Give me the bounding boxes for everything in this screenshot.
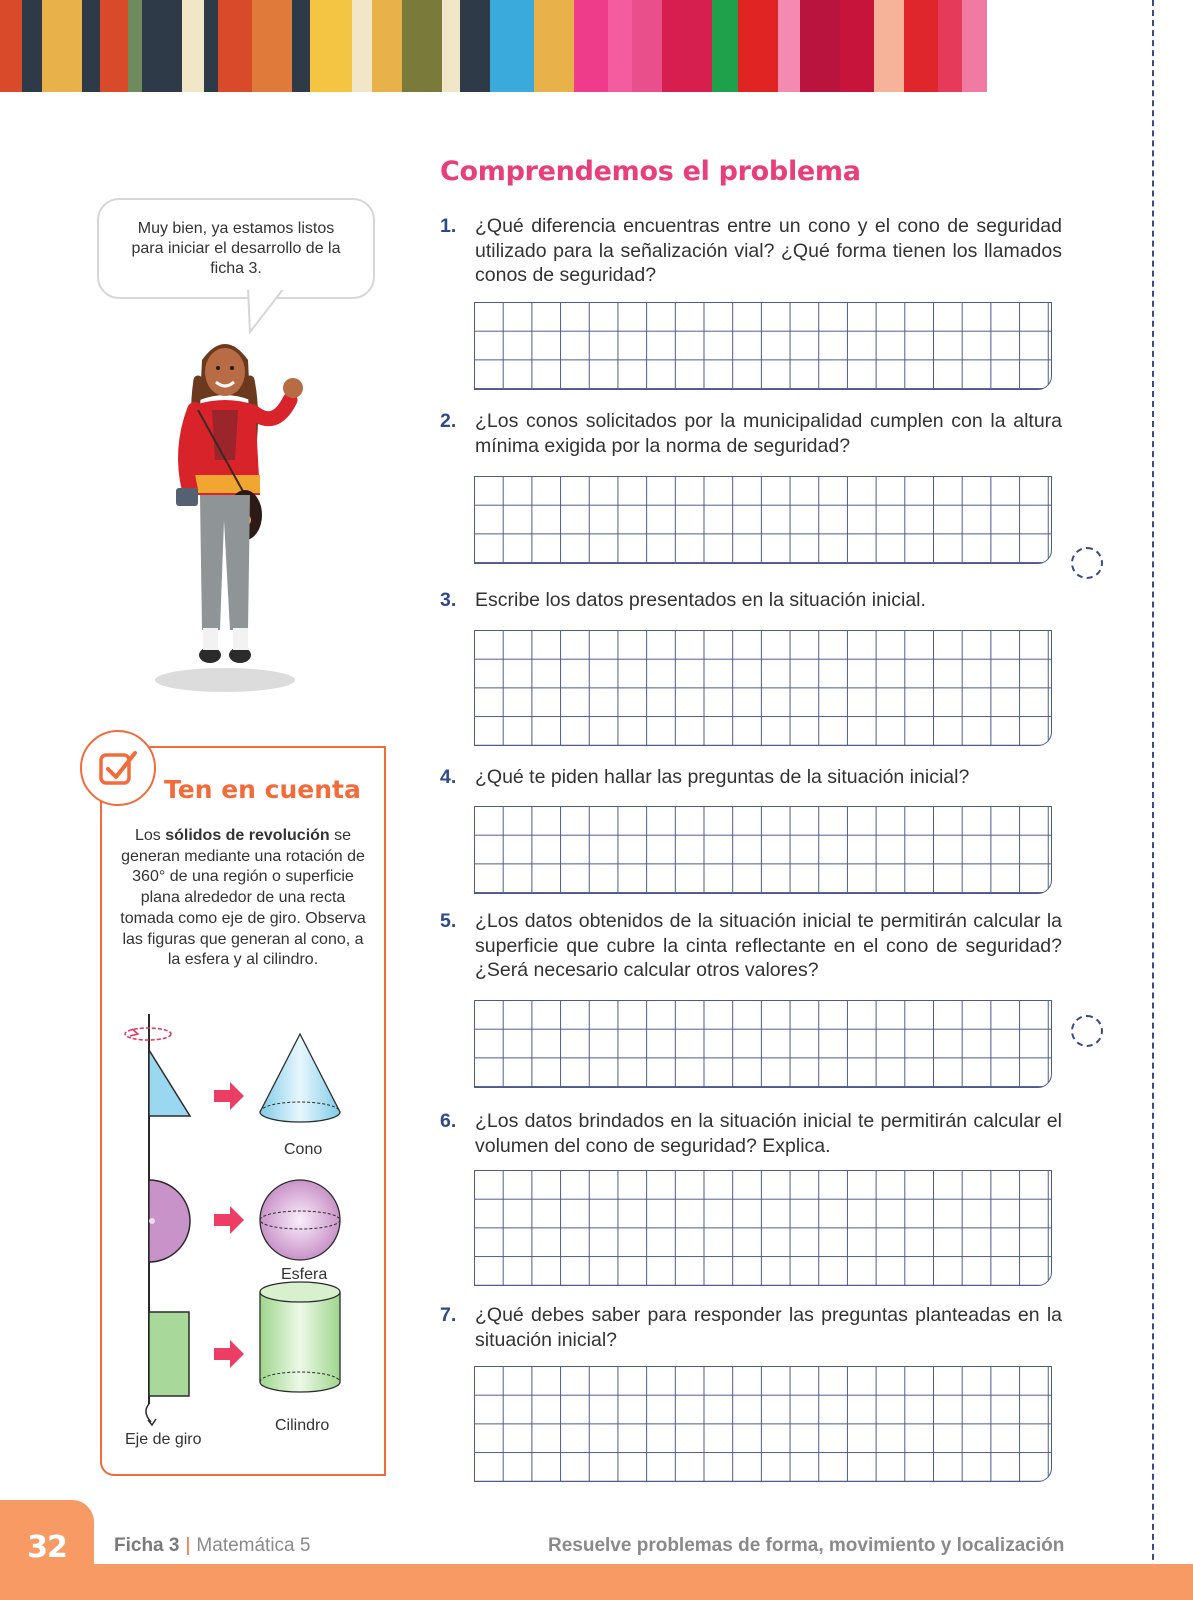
- question-number: 2.: [440, 410, 457, 432]
- banner-stripe: [218, 0, 252, 92]
- question-6: [440, 1109, 1062, 1158]
- banner-stripe: [460, 0, 490, 92]
- banner-stripe: [632, 0, 662, 92]
- footer-bar: [0, 1564, 1193, 1600]
- axis-label: Eje de giro: [125, 1431, 202, 1448]
- subject-label: Matemática 5: [196, 1535, 311, 1556]
- footer-competence: Resuelve problemas de forma, movimiento y localización: [548, 1535, 1065, 1556]
- cylinder-solid: [260, 1292, 340, 1392]
- banner-stripe: [800, 0, 840, 92]
- banner-stripe: [100, 0, 128, 92]
- question-1: [440, 214, 1062, 288]
- section-title: Comprendemos el problema: [440, 156, 861, 187]
- banner-stripe: [22, 0, 42, 92]
- cut-line: [1152, 0, 1154, 1600]
- answer-grid-4[interactable]: [474, 806, 1052, 894]
- banner-stripe: [874, 0, 904, 92]
- question-4: [440, 765, 1062, 790]
- question-number: 5.: [440, 910, 457, 932]
- banner-stripe: [534, 0, 574, 92]
- banner-stripe: [490, 0, 534, 92]
- tip-text-start: Los: [134, 827, 166, 844]
- banner-stripe: [442, 0, 460, 92]
- checkbox-icon: [80, 730, 156, 806]
- banner-stripe: [962, 0, 987, 92]
- textile-banner: [0, 0, 1193, 92]
- question-number: 1.: [440, 215, 457, 237]
- banner-stripe: [840, 0, 874, 92]
- question-text: Escribe los datos presentados en la situación inicial.: [475, 589, 926, 611]
- question-number: 7.: [440, 1304, 457, 1326]
- answer-grid-1[interactable]: [474, 302, 1052, 390]
- banner-stripe: [712, 0, 738, 92]
- question-text: ¿Qué debes saber para responder las preguntas planteadas en la situación inicial?: [475, 1304, 1062, 1351]
- question-2: [440, 409, 1062, 458]
- tip-text-bold: sólidos de revolución: [165, 827, 330, 844]
- answer-grid-6[interactable]: [474, 1170, 1052, 1286]
- dashed-circle-marker: [1071, 547, 1103, 579]
- question-text: ¿Los conos solicitados por la municipalidad cumplen con la altura mínima exigida por la norma de seguridad?: [475, 410, 1062, 457]
- banner-stripe: [310, 0, 352, 92]
- arrow-right-icon: [214, 1082, 244, 1110]
- question-3: [440, 588, 1062, 613]
- revolution-solids-diagram: [118, 1012, 358, 1432]
- ficha-label: Ficha 3: [114, 1535, 180, 1556]
- rectangle-region: [149, 1312, 189, 1396]
- question-number: 6.: [440, 1110, 457, 1132]
- footer-ficha: [114, 1535, 310, 1557]
- banner-stripe: [182, 0, 204, 92]
- question-5: [440, 909, 1062, 983]
- banner-stripe: [0, 0, 22, 92]
- banner-stripe: [142, 0, 182, 92]
- question-text: ¿Los datos brindados en la situación inicial te permitirán calcular el volumen del cono de seguridad? Explica.: [475, 1110, 1062, 1157]
- question-text: ¿Qué te piden hallar las preguntas de la situación inicial?: [475, 766, 970, 788]
- tip-text-end: se generan mediante una rotación de 360° de una región o superficie plana alrededor de una recta tomada como eje de giro. Observa las figuras que generan al cono, a la esfera y al cilindro.: [120, 827, 366, 969]
- sphere-solid: [260, 1180, 340, 1260]
- banner-stripe: [574, 0, 608, 92]
- page-number: 32: [27, 1530, 67, 1565]
- answer-grid-5[interactable]: [474, 1000, 1052, 1088]
- banner-stripe: [352, 0, 372, 92]
- dashed-circle-marker: [1071, 1015, 1103, 1047]
- banner-stripe: [372, 0, 402, 92]
- banner-stripe: [292, 0, 310, 92]
- speech-bubble-tail: [246, 288, 286, 336]
- semicircle-region: [149, 1180, 190, 1262]
- banner-stripe: [82, 0, 100, 92]
- banner-stripe: [608, 0, 632, 92]
- arrow-right-icon: [214, 1206, 244, 1234]
- speech-bubble: [97, 198, 375, 299]
- answer-grid-7[interactable]: [474, 1366, 1052, 1482]
- banner-stripe: [204, 0, 218, 92]
- banner-stripe: [42, 0, 82, 92]
- banner-stripe: [904, 0, 938, 92]
- question-text: ¿Qué diferencia encuentras entre un cono y el cono de seguridad utilizado para la señalización vial? ¿Qué forma tienen los llamados conos de seguridad?: [475, 215, 1062, 286]
- speech-bubble-text: Muy bien, ya estamos listos para iniciar el desarrollo de la ficha 3.: [131, 219, 341, 277]
- banner-stripe: [778, 0, 800, 92]
- question-text: ¿Los datos obtenidos de la situación inicial te permitirán calcular la superficie que cubre la cinta reflectante en el cono de seguridad? ¿Será necesario calcular otros valores?: [475, 910, 1062, 981]
- cylinder-label: Cilindro: [275, 1417, 330, 1434]
- question-7: [440, 1303, 1062, 1352]
- cone-solid: [260, 1034, 340, 1122]
- tip-title: Ten en cuenta: [164, 775, 361, 804]
- banner-stripe: [738, 0, 778, 92]
- footer-separator: |: [185, 1535, 191, 1556]
- arrow-right-icon: [214, 1340, 244, 1368]
- girl-illustration: [150, 330, 310, 695]
- banner-stripe: [128, 0, 142, 92]
- answer-grid-3[interactable]: [474, 630, 1052, 746]
- question-number: 3.: [440, 589, 457, 611]
- banner-stripe: [402, 0, 442, 92]
- cone-label: Cono: [284, 1141, 323, 1158]
- banner-stripe: [938, 0, 962, 92]
- tip-text: [118, 826, 368, 971]
- sphere-label: Esfera: [281, 1266, 328, 1283]
- question-number: 4.: [440, 766, 457, 788]
- answer-grid-2[interactable]: [474, 476, 1052, 564]
- triangle-region: [149, 1050, 190, 1116]
- banner-stripe: [252, 0, 292, 92]
- banner-stripe: [662, 0, 712, 92]
